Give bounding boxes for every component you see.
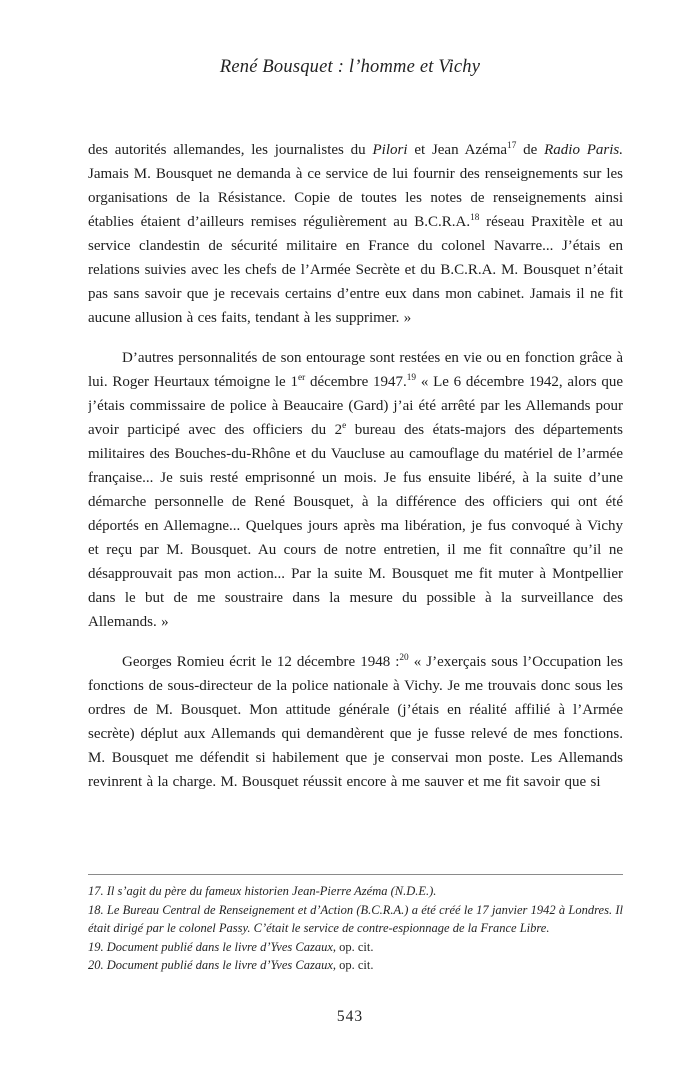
text-run: Jamais M. Bousquet ne demanda à ce service de lui fournir des renseignements sur les organisations de la Résistance. Copie de toutes les notes de renseignements ainsi établies étaient d’ailleurs remises régulièrement au B.C.R.A. <box>88 166 623 230</box>
text-run: réseau Praxitèle et au service clandestin de sécurité militaire en France du colonel Navarre... J’étais en relations suivies avec les chefs de l’Armée Secrète et du B.C.R.A. M. Bousquet n’était pas sans savoir que je recevais certains d’entre eux dans mon cabinet. Jamais il ne fit aucune allusion à ces faits, tendant à les supprimer. » <box>88 214 623 326</box>
text-run: 18. Le Bureau Central de Renseignement et d’Action (B.C.R.A.) a été créé le 17 janvier 1942 à Londres. Il était dirigé par le colonel Passy. C’était le service de contre-espionnage de la France Libre. <box>88 902 623 935</box>
text-run: bureau des états-majors des départements militaires des Bouches-du-Rhône et du Vaucluse au camouflage du matériel de l’armée française... Je suis resté emprisonné un mois. Je fus ensuite libéré, à la suite d’une démarche personnelle de René Bousquet, à la différence des officiers qui ont été déportés en Allemagne... Quelques jours après ma libération, je fus convoqué à Vichy et reçu par M. Bousquet. Au cours de notre entretien, il me fit connaître qu’il ne désapprouvait pas mon action... Par la suite M. Bousquet me fit muter à Montpellier dans le but de me soustraire dans la mesure du possible à la surveillance des Allemands. » <box>88 422 623 630</box>
text-run: Georges Romieu écrit le 12 décembre 1948 : <box>122 654 400 670</box>
text-run: des autorités allemandes, les journalistes du <box>88 142 373 158</box>
footnotes-list <box>88 882 623 975</box>
text-run: Radio Paris. <box>544 142 623 158</box>
page-number: 543 <box>336 1008 364 1025</box>
footnote <box>88 882 623 901</box>
text-run: op. cit. <box>336 958 374 972</box>
superscript-ref: 17 <box>507 141 517 151</box>
text-run: et Jean Azéma <box>407 142 508 158</box>
footnote <box>88 901 623 938</box>
text-run: op. cit. <box>336 939 374 954</box>
text-run: « Le 6 décembre 1942, alors que j’étais commissaire de police à Beaucaire (Gard) j’ai été arrêté par les Allemands pour avoir participé avec des officiers du 2 <box>88 374 623 438</box>
paragraph <box>88 346 623 634</box>
text-run: décembre 1947. <box>305 374 407 390</box>
text-run: « J’exerçais sous l’Occupation les fonctions de sous-directeur de la police nationale à Vichy. Je me trouvais donc sous les ordres de M. Bousquet. Mon attitude générale (j’étais en réalité affilié à l’Armée secrète) déplut aux Allemands qui demandèrent que je fusse relevé de mes fonctions. M. Bousquet me défendit si habilement que je conservai mon poste. Les Allemands revinrent à la charge. M. Bousquet réussit encore à me sauver et me fit savoir que si <box>88 654 623 790</box>
superscript-ref: er <box>297 373 306 383</box>
text-run: 20. Document publié dans le livre d’Yves Cazaux, <box>88 958 336 972</box>
footnotes-section <box>88 874 623 975</box>
text-run: 17. Il s’agit du père du fameux historien Jean-Pierre Azéma (N.D.E.). <box>88 884 437 898</box>
footnote <box>88 956 623 975</box>
superscript-ref: 19 <box>406 373 417 383</box>
text-run: Pilori <box>372 142 408 158</box>
text-run: 19. Document publié dans le livre d’Yves Cazaux, <box>88 939 336 954</box>
superscript-ref: e <box>342 421 347 431</box>
footnote <box>88 938 623 957</box>
superscript-ref: 20 <box>399 653 409 663</box>
paragraph <box>88 138 623 330</box>
text-run: D’autres personnalités de son entourage sont restées en vie ou en fonction grâce à lui. Roger Heurtaux témoigne le 1 <box>88 350 623 390</box>
superscript-ref: 18 <box>470 213 480 223</box>
paragraph <box>88 650 623 794</box>
body-paragraphs <box>88 138 623 874</box>
running-title: René Bousquet : l’homme et Vichy <box>219 57 481 77</box>
footnote-rule <box>88 874 623 875</box>
text-run: de <box>516 142 545 158</box>
